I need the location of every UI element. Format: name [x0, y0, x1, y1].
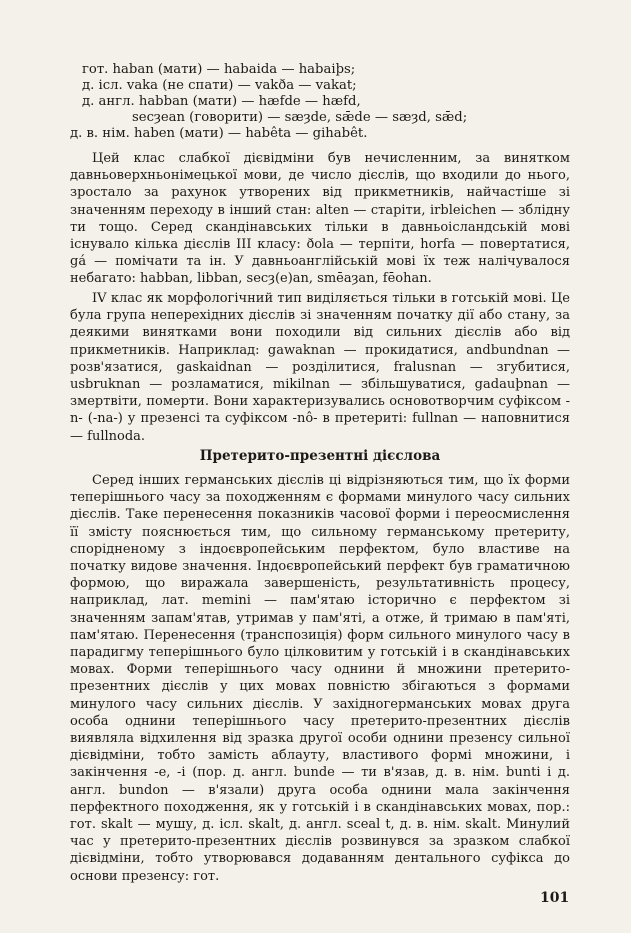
example-line: д. в. нім. haben (мати) — habêta — gihabêt. [70, 126, 368, 141]
page-number: 101 [540, 890, 570, 906]
example-line: гот. haban (мати) — habaida — habaiþs; [82, 62, 356, 77]
paragraph-2: IV клас як морфологічний тип виділяється тільки в готській мові. Це була група неперехідних дієслів зі значенням початку дії або стану, за деякими винятками вони походили від сильних дієслів або від прикметників. Наприклад: gawaknan — прокидатися, andbundnan — розв'язатися, gaskaidnan — розділитися, fralusnan — згубитися, usbruknan — розламатися, mikilnan — збільшуватися, gadauþnan — змертвіти, померти. Вони характеризувались основотворчим суфіксом -n- (-na-) у презенсі та суфіксом -nô- в претериті: fullnan — наповнитися — fullnoda. [70, 291, 570, 444]
paragraph-3: Серед інших германських дієслів ці відрізняються тим, що їх форми теперішнього часу за походженням є формами минулого часу сильних дієслів. Таке перенесення показників часової форми і переосмислення її змісту пояснюється тим, що сильному германському претериту, спорідненому з індоєвропейським перфектом, було властиве на початку видове значення. Індоєвропейський перфект був граматичною формою, що виражала завершеність, результативність процесу, наприклад, лат. memini — пам'ятаю історично є перфектом зі значенням запам'ятав, утримав у пам'яті, а отже, й тримаю в пам'яті, пам'ятаю. Перенесення (транспозиція) форм сильного минулого часу в парадигму теперішнього було цілковитим у готській і в скандінавських мовах. Форми теперішнього часу однини й множини претерито-презентних дієслів у цих мовах повністю збігаються з формами минулого часу сильних дієслів. У західногерманських мовах друга особа однини теперішнього часу претерито-презентних дієслів виявляла відхилення від зразка другої особи однини презенсу сильної дієвідміни, тобто замість аблауту, властивого формі множини, і закінчення -е, -і (пор. д. англ. bunde — ти в'язав, д. в. нім. bunti і д. англ. bundon — в'язали) друга особа однини мала закінчення перфектного походження, як у готській і в скандінавських мовах, пор.: гот. skalt — мушу, д. ісл. skalt, д. англ. sceal t, д. в. нім. skalt. Минулий час у претерито-презентних дієслів розвинувся за зразком слабкої дієвідміни, тобто утворювався додаванням дентального суфікса до основи презенсу: гот. [70, 473, 570, 884]
example-line: д. ісл. vaka (не спати) — vakða — vakat; [82, 78, 357, 93]
example-line: д. англ. habban (мати) — hæfde — hæfd, [82, 94, 361, 109]
example-block [70, 62, 570, 142]
section-heading: Претерито-презентні дієслова [199, 448, 441, 464]
example-line: secȝean (говорити) — sæȝde, sǣde — sæȝd, sǣd; [132, 110, 468, 125]
paragraph-1: Цей клас слабкої дієвідміни був нечисленним, за винятком давньоверхньонімецької мови, де число дієслів, що входили до нього, зростало за рахунок утворених від прикметників, найчастіше зі значенням переходу в інший стан: alten — старіти, irbleichen — зблідну ти тощо. Серед скандінавських тільки в давньоісландській мові існувало кілька дієслів III класу: ðola — терпіти, horfa — повертатися, gá — помічати та ін. У давньоанглійській мові їх теж налічувалося небагато: habban, libban, secȝ(e)an, smēaȝan, fēohan. [70, 151, 570, 287]
